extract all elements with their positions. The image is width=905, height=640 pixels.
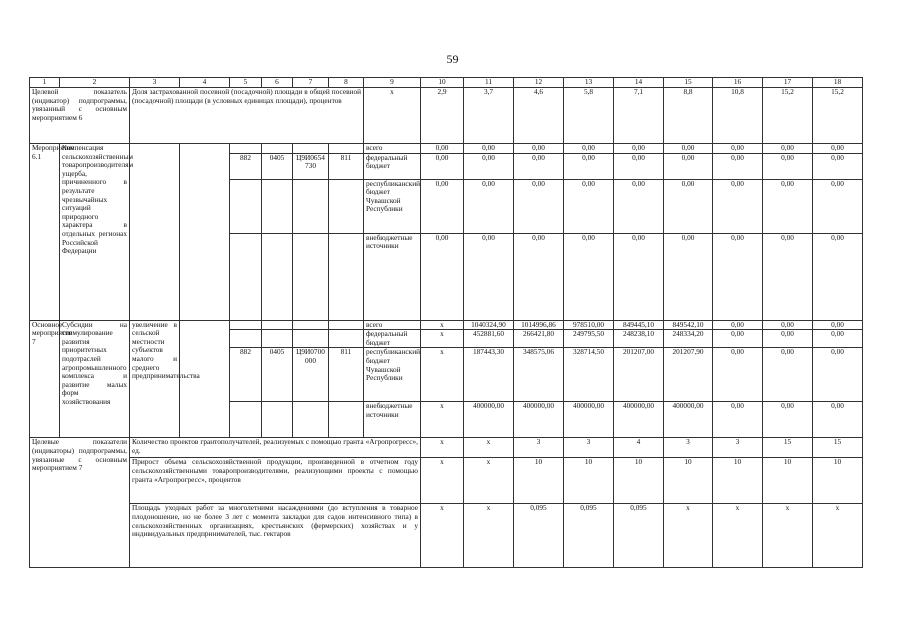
rzpr-code: 0405 [262,348,293,402]
value-cell: х [421,330,464,348]
value-cell: 0,00 [664,233,713,320]
empty-cell [262,320,293,330]
target-indicator-row-2a [30,438,863,458]
empty-cell [230,402,262,438]
value-cell: 0,00 [421,233,464,320]
empty-cell [329,330,364,348]
target-indicator-row-1 [30,88,863,144]
measure-text: Субсидии на стимулирование развития приоритетных подотраслей агропромышленного комплекса и развитие малых форм хозяйствования [60,320,130,438]
empty-cell [262,179,293,233]
value-cell: 0,00 [813,402,863,438]
csr-code: Ц9И0700000 [293,348,329,402]
header-row [30,78,863,88]
value-cell: 0,00 [713,144,763,154]
source-label: федеральный бюджет [364,153,421,179]
target-indicator-row-2c [30,504,863,568]
value-cell: 0,00 [713,330,763,348]
value-cell: 3 [514,438,564,458]
value-cell: 10 [664,458,713,504]
value-cell: х [763,504,813,568]
empty-cell [230,144,262,154]
target-indicator-text: Доля застрахованной посевной (посадочной) площади в общей посевной (посадочной) площади (в условных единицах площади), процентов [130,88,364,144]
value-cell: 201207,90 [664,348,713,402]
value-cell: 0,00 [614,144,664,154]
value-cell: 8,8 [664,88,713,144]
value-cell: 0,00 [763,233,813,320]
value-cell: 849445,10 [614,320,664,330]
source-label: всего [364,320,421,330]
value-cell: 0,00 [813,330,863,348]
value-cell: 0,00 [813,233,863,320]
header-cell: 4 [180,78,230,88]
value-cell: 5,8 [564,88,614,144]
value-cell: 400000,00 [464,402,514,438]
empty-cell [180,144,230,321]
header-cell: 8 [329,78,364,88]
value-cell: 0,00 [763,179,813,233]
value-cell: х [421,458,464,504]
value-cell: х [464,504,514,568]
value-cell: 2,9 [421,88,464,144]
header-cell: 11 [464,78,514,88]
value-cell: 3 [713,438,763,458]
value-cell: 0,00 [564,153,614,179]
empty-cell [262,330,293,348]
empty-cell [262,144,293,154]
value-cell: х [421,504,464,568]
header-cell: 13 [564,78,614,88]
empty-cell [293,330,329,348]
value-cell: 15 [813,438,863,458]
header-cell: 2 [60,78,130,88]
empty-cell [329,233,364,320]
header-cell: 1 [30,78,60,88]
empty-cell [329,144,364,154]
value-cell: х [664,504,713,568]
value-cell: 849542,10 [664,320,713,330]
value-cell: 1014996,86 [514,320,564,330]
empty-cell [230,179,262,233]
header-cell: 3 [130,78,180,88]
header-cell: 18 [813,78,863,88]
value-cell: 0,00 [514,233,564,320]
grbs-code: 882 [230,348,262,402]
empty-cell [293,233,329,320]
value-cell: 15,2 [813,88,863,144]
value-cell: 0,00 [464,153,514,179]
header-cell: 17 [763,78,813,88]
grbs-code: 882 [230,153,262,179]
value-cell: 0,00 [813,144,863,154]
value-cell: 4,6 [514,88,564,144]
header-cell: 14 [614,78,664,88]
empty-cell [329,402,364,438]
value-cell: 0,00 [713,179,763,233]
empty-cell [262,233,293,320]
empty-cell [230,233,262,320]
empty-cell [262,402,293,438]
header-cell: 7 [293,78,329,88]
value-cell: 0,00 [713,402,763,438]
value-cell: 0,00 [614,233,664,320]
value-cell: 0,00 [664,144,713,154]
value-cell: 0,00 [813,320,863,330]
value-cell: х [421,438,464,458]
program-table [29,77,863,568]
value-cell: 0,00 [614,179,664,233]
value-cell: х [421,348,464,402]
value-cell: 1040324,90 [464,320,514,330]
value-cell: 0,00 [763,402,813,438]
value-cell: 0,095 [614,504,664,568]
measure-label: Основное мероприятие 7 [30,320,60,438]
value-cell: 0,00 [514,179,564,233]
source-label: федеральный бюджет [364,330,421,348]
value-cell: 0,00 [564,179,614,233]
value-cell: 0,00 [421,153,464,179]
value-cell: х [364,88,421,144]
empty-cell [293,144,329,154]
value-cell: 0,00 [763,348,813,402]
target-indicator-label: Целевой показатель (индикатор) подпрограммы, увязанный с основным мероприятием 6 [30,88,130,144]
target-indicator-label: Целевые показатели (индикаторы) подпрограммы, увязанные с основным мероприятием 7 [30,438,130,568]
header-cell: 9 [364,78,421,88]
value-cell: 266421,80 [514,330,564,348]
value-cell: 0,00 [713,233,763,320]
empty-cell [329,179,364,233]
value-cell: 10 [564,458,614,504]
empty-cell [230,330,262,348]
value-cell: 400000,00 [564,402,614,438]
value-cell: 0,00 [763,153,813,179]
value-cell: 0,00 [763,320,813,330]
source-label: внебюджетные источники [364,402,421,438]
value-cell: 348575,06 [514,348,564,402]
value-cell: 3 [664,438,713,458]
value-cell: 0,00 [813,153,863,179]
value-cell: 0,00 [664,179,713,233]
value-cell: 7,1 [614,88,664,144]
target-indicator-row-2b [30,458,863,504]
page-number: 59 [446,52,459,66]
measure-goal: увеличение в сельской местности субъектов малого и среднего предпринимательства [130,320,180,438]
value-cell: 0,00 [514,153,564,179]
target-indicator-text: Количество проектов грантополучателей, реализуемых с помощью гранта «Агропрогресс», ед. [130,438,421,458]
value-cell: х [421,320,464,330]
value-cell: 10 [713,458,763,504]
value-cell: 0,00 [763,330,813,348]
csr-code: Ц9И0654730 [293,153,329,179]
value-cell: 10 [614,458,664,504]
value-cell: 3 [564,438,614,458]
empty-cell [293,402,329,438]
value-cell: 400000,00 [514,402,564,438]
value-cell: 10 [813,458,863,504]
target-indicator-text: Прирост объема сельскохозяйственной продукции, произведенной в отчетном году сельскохозяйственными товаропроизводителями, реализующими проекты с помощью гранта «Агропрогресс», процентов [130,458,421,504]
value-cell: 249795,50 [564,330,614,348]
value-cell: 0,00 [464,179,514,233]
value-cell: х [713,504,763,568]
value-cell: х [464,458,514,504]
header-cell: 5 [230,78,262,88]
value-cell: 400000,00 [664,402,713,438]
value-cell: 452881,60 [464,330,514,348]
value-cell: 201207,00 [614,348,664,402]
header-cell: 6 [262,78,293,88]
source-label: всего [364,144,421,154]
empty-cell [329,320,364,330]
header-cell: 15 [664,78,713,88]
header-cell: 16 [713,78,763,88]
value-cell: 248334,20 [664,330,713,348]
measure-label: Мероприятие 6.1 [30,144,60,321]
value-cell: 0,00 [763,144,813,154]
source-label: республиканский бюджет Чувашской Республики [364,348,421,402]
value-cell: 0,00 [564,233,614,320]
measure-6-1-row-total [30,144,863,154]
value-cell: 328714,50 [564,348,614,402]
value-cell: 0,00 [813,348,863,402]
value-cell: 10,8 [713,88,763,144]
value-cell: 400000,00 [614,402,664,438]
value-cell: 0,00 [514,144,564,154]
measure-text: Компенсация сельскохозяйственным товаропроизводителям ущерба, причиненного в результате чрезвычайных ситуаций природного характера в отдельных регионах Российской Федерации [60,144,130,321]
value-cell: х [464,438,514,458]
value-cell: 4 [614,438,664,458]
source-label: республиканский бюджет Чувашской Республики [364,179,421,233]
value-cell: 978510,00 [564,320,614,330]
value-cell: 0,00 [464,233,514,320]
value-cell: х [813,504,863,568]
value-cell: 0,00 [813,179,863,233]
vr-code: 811 [329,348,364,402]
empty-cell [230,320,262,330]
value-cell: 0,00 [614,153,664,179]
value-cell: 15 [763,438,813,458]
value-cell: 0,00 [713,153,763,179]
value-cell: 0,095 [514,504,564,568]
value-cell: 0,00 [664,153,713,179]
value-cell: 0,00 [421,179,464,233]
empty-cell [293,320,329,330]
target-indicator-text: Площадь уходных работ за многолетними насаждениями (до вступления в товарное плодоношение, но не более 3 лет с момента закладки для садов интенсивного типа) в сельскохозяйственных организациях, крестьянских (фермерских) хозяйствах и у индивидуальных предпринимателей, тыс. гектаров [130,504,421,568]
value-cell: 0,095 [564,504,614,568]
value-cell: 0,00 [421,144,464,154]
header-cell: 10 [421,78,464,88]
source-label: внебюджетные источники [364,233,421,320]
value-cell: 0,00 [713,320,763,330]
empty-cell [130,144,180,321]
vr-code: 811 [329,153,364,179]
value-cell: 15,2 [763,88,813,144]
empty-cell [293,179,329,233]
value-cell: 0,00 [564,144,614,154]
header-cell: 12 [514,78,564,88]
value-cell: 248238,10 [614,330,664,348]
value-cell: 10 [514,458,564,504]
rzpr-code: 0405 [262,153,293,179]
value-cell: х [421,402,464,438]
value-cell: 187443,30 [464,348,514,402]
value-cell: 3,7 [464,88,514,144]
value-cell: 10 [763,458,813,504]
value-cell: 0,00 [464,144,514,154]
value-cell: 0,00 [713,348,763,402]
